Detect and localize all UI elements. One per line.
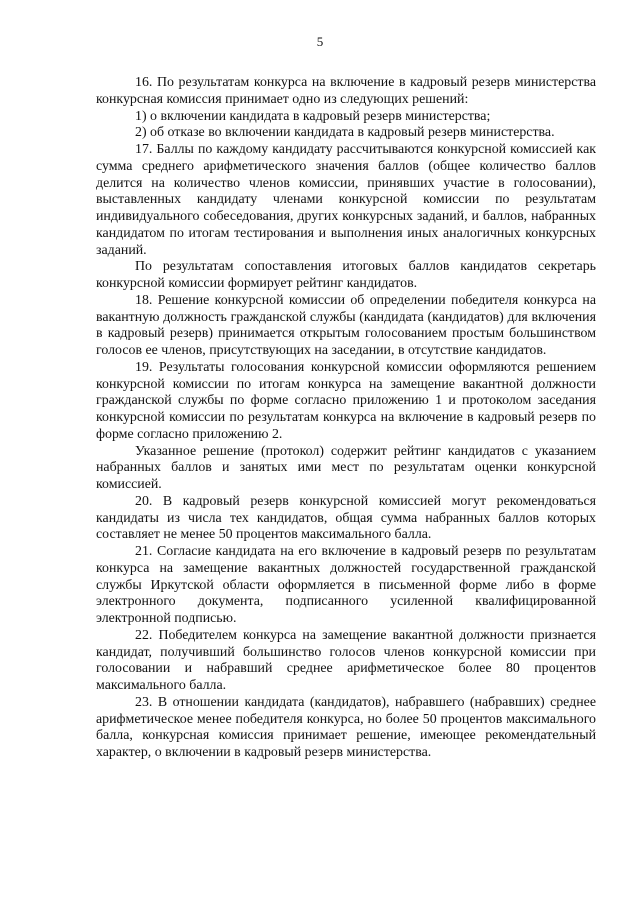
paragraph-18: 18. Решение конкурсной комиссии об определении победителя конкурса на вакантную должность гражданской службы (кандидата (кандидатов) для включения в кадровый резерв) принимается открытым голосованием простым большинством голосов ее членов, присутствующих на заседании, в отсутствие кандидатов. — [96, 292, 596, 358]
document-body — [96, 75, 596, 762]
paragraph-23: 23. В отношении кандидата (кандидатов), набравшего (набравших) среднее арифметическое менее победителя конкурса, но более 50 процентов максимального балла, конкурсная комиссия принимает решение, имеющее рекомендательный характер, о включении в кадровый резерв министерства. — [96, 694, 596, 760]
paragraph-17-rating: По результатам сопоставления итоговых баллов кандидатов секретарь конкурсной комиссии формирует рейтинг кандидатов. — [96, 259, 596, 291]
paragraph-16-option-1: 1) о включении кандидата в кадровый резерв министерства; — [135, 108, 491, 124]
paragraph-16: 16. По результатам конкурса на включение в кадровый резерв министерства конкурсная комиссия принимает одно из следующих решений: — [96, 75, 596, 107]
paragraph-17: 17. Баллы по каждому кандидату рассчитываются конкурсной комиссией как сумма среднего арифметического значения баллов (общее количество баллов делится на количество членов комиссии, принявших участие в голосовании), выставленных кандидату членами конкурсной комиссии по результатам индивидуального собеседования, других конкурсных заданий, и баллов, набранных кандидатом по итогам тестирования и выполнения иных аналогичных конкурсных заданий. — [96, 142, 596, 258]
page-number: 5 — [316, 34, 324, 49]
paragraph-20: 20. В кадровый резерв конкурсной комиссией могут рекомендоваться кандидаты из числа тех кандидатов, общая сумма набранных баллов которых составляет не менее 50 процентов максимального балла. — [96, 493, 596, 543]
paragraph-22: 22. Победителем конкурса на замещение вакантной должности признается кандидат, получивший большинство голосов членов конкурсной комиссии при голосовании и набравший среднее арифметическое более 80 процентов максимального балла. — [96, 627, 596, 693]
paragraph-19: 19. Результаты голосования конкурсной комиссии оформляются решением конкурсной комиссии по итогам конкурса на замещение вакантной должности гражданской службы по форме согласно приложению 1 и протоколом заседания конкурсной комиссии по результатам конкурса на включение в кадровый резерв по форме согласно приложению 2. — [96, 359, 596, 442]
paragraph-16-option-2: 2) об отказе во включении кандидата в кадровый резерв министерства. — [135, 125, 555, 141]
paragraph-19-protocol: Указанное решение (протокол) содержит рейтинг кандидатов с указанием набранных баллов и занятых ими мест по результатам оценки конкурсной комиссией. — [96, 443, 596, 492]
paragraph-21: 21. Согласие кандидата на его включение в кадровый резерв по результатам конкурса на замещение вакантных должностей государственной гражданской службы Иркутской области оформляется в письменной форме либо в форме электронного документа, подписанного усиленной квалифицированной электронной подписью. — [96, 544, 596, 626]
